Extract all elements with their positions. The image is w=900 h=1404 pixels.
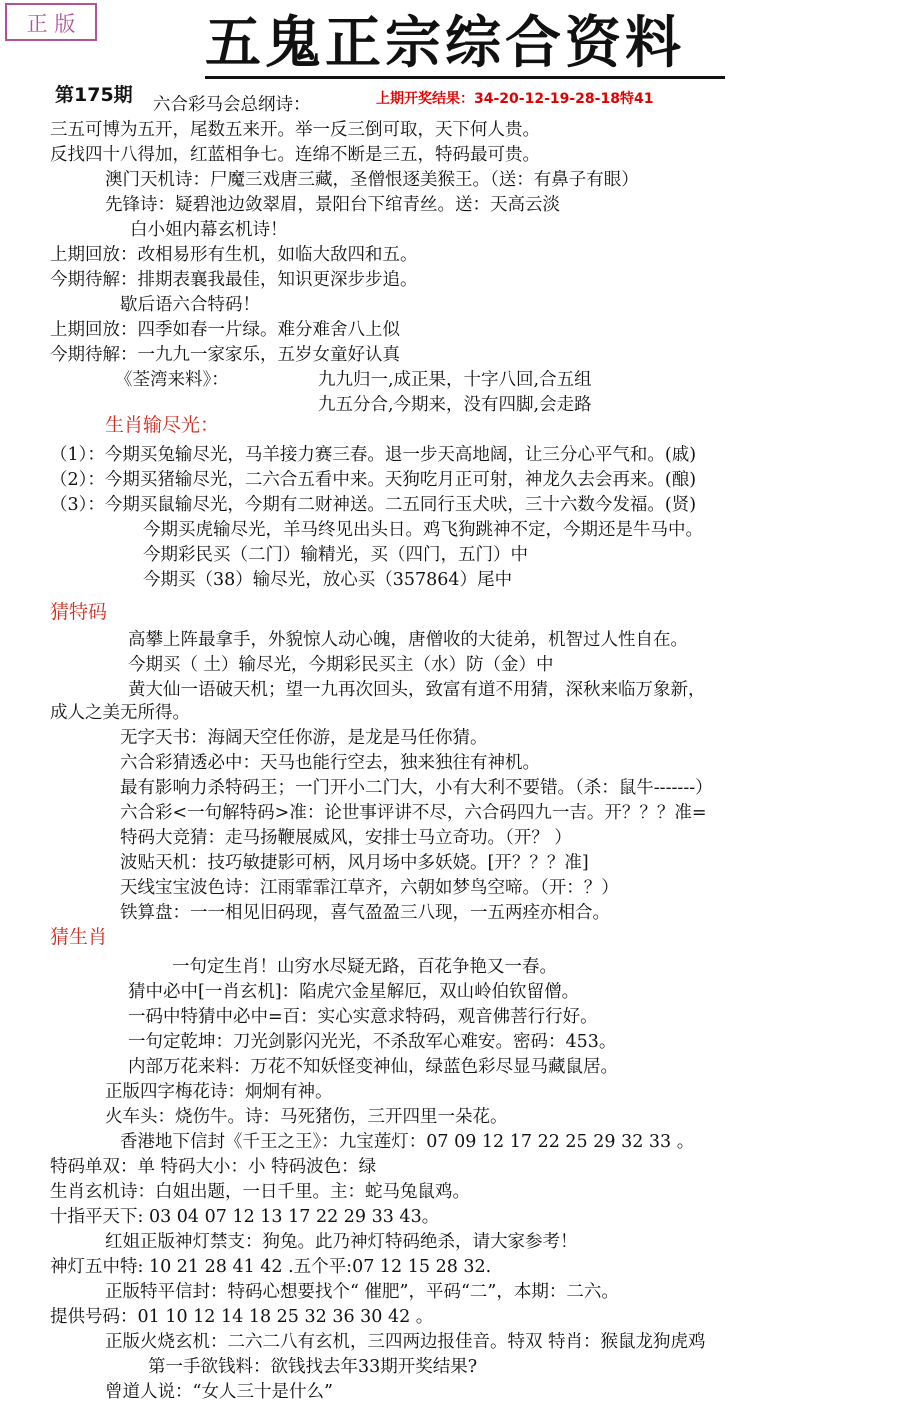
page-title: 五鬼正宗综合资料 [205, 10, 685, 76]
text-line: 六合彩猜透必中：天马也能行空去，独来独往有神机。 [120, 753, 540, 773]
text-line: 正版四字梅花诗：炯炯有神。 [105, 1082, 333, 1102]
text-line: 六合彩马会总纲诗： [153, 95, 311, 115]
text-line: 《荃湾来料》： [115, 370, 229, 390]
text-line: 无字天书：海阔天空任你游，是龙是马任你猜。 [120, 728, 488, 748]
genuine-badge: 正 版 [5, 3, 97, 41]
text-line: 香港地下信封《千王之王》：九宝莲灯：07 09 12 17 22 25 29 32 33 。 [120, 1132, 695, 1152]
text-line: 九五分合,今期来，没有四脚,会走路 [318, 395, 592, 415]
text-line: （3）：今期买鼠输尽光，今期有二财神送。二五同行玉犬吠，三十六数今发福。(贤) [50, 495, 697, 515]
text-line: 上期回放：改相易形有生机，如临大敌四和五。 [50, 245, 418, 265]
text-line: 高攀上阵最拿手，外貌惊人动心魄，唐僧收的大徒弟，机智过人性自在。 [128, 630, 688, 650]
text-line: 今期买虎输尽光，羊马终见出头日。鸡飞狗跳神不定，今期还是牛马中。 [143, 520, 703, 540]
text-line: 上期回放：四季如春一片绿。难分难舍八上似 [50, 320, 400, 340]
text-line: 神灯五中特: 10 21 28 41 42 .五个平:07 12 15 28 32. [50, 1257, 492, 1277]
text-line: 特码单双：单 特码大小：小 特码波色：绿 [50, 1157, 377, 1177]
text-line: 生肖玄机诗：白姐出题，一日千里。主：蛇马兔鼠鸡。 [50, 1182, 470, 1202]
text-line: 九九归一,成正果，十字八回,合五组 [318, 370, 592, 390]
text-line: 今期待解：排期表襄我最佳，知识更深步步追。 [50, 270, 418, 290]
text-line: 最有影响力杀特码王；一门开小二门大，小有大利不要错。（杀：鼠牛-------） [120, 778, 713, 798]
text-line: 波贴天机：技巧敏捷影可柄，风月场中多妖娆。[开？？？准] [120, 853, 589, 873]
text-line: 成人之美无所得。 [50, 703, 190, 723]
text-line: 今期彩民买（二门）输精光，买（四门，五门）中 [143, 545, 528, 565]
text-line: 歇后语六合特码！ [120, 295, 260, 315]
section-heading: 生肖输尽光： [105, 414, 220, 436]
text-line: 内部万花来料：万花不知妖怪变神仙，绿蓝色彩尽显马藏鼠居。 [128, 1057, 618, 1077]
text-line: 黄大仙一语破天机；望一九再次回头，致富有道不用猜，深秋来临万象新， [128, 680, 706, 700]
text-line: 第一手欲钱料：欲钱找去年33期开奖结果? [148, 1357, 478, 1377]
text-line: 先锋诗：疑碧池边敛翠眉，景阳台下绾青丝。送：天高云淡 [105, 195, 560, 215]
text-line: 一句定乾坤：刀光剑影闪光光，不杀敌军心难安。密码：453。 [128, 1032, 617, 1052]
text-line: 红姐正版神灯禁支：狗兔。此乃神灯特码绝杀，请大家参考！ [105, 1232, 578, 1252]
text-line: （1）：今期买兔输尽光，马羊接力赛三春。退一步天高地阔，让三分心平气和。(戚) [50, 445, 697, 465]
text-line: 天线宝宝波色诗：江雨霏霏江草齐，六朝如梦鸟空啼。（开：？） [120, 878, 619, 898]
text-line: 今期买（ 土）输尽光，今期彩民买主（水）防（金）中 [128, 655, 554, 675]
section-heading: 猜特码 [50, 601, 108, 623]
title-underline [205, 76, 725, 79]
text-line: 火车头：烧伤牛。诗：马死猪伤，三开四里一朵花。 [105, 1107, 508, 1127]
text-line: 一句定生肖！山穷水尽疑无路，百花争艳又一春。 [172, 957, 557, 977]
text-line: 一码中特猜中必中=百：实心实意求特码，观音佛菩行行好。 [128, 1007, 598, 1027]
last-draw-result: 上期开奖结果：34-20-12-19-28-18特41 [376, 91, 654, 107]
text-line: 曾道人说：“女人三十是什么” [105, 1382, 333, 1402]
text-line: 十指平天下: 03 04 07 12 13 17 22 29 33 43。 [50, 1207, 440, 1227]
section-heading: 猜生肖 [50, 926, 108, 948]
text-line: 正版特平信封：特码心想要找个“ 催肥”，平码“二”，本期：二六。 [105, 1282, 619, 1302]
text-line: 三五可博为五开，尾数五来开。举一反三倒可取，天下何人贵。 [50, 120, 540, 140]
issue-number: 第175期 [55, 84, 133, 106]
text-line: 铁算盘：一一相见旧码现，喜气盈盈三八现，一五两痊亦相合。 [120, 903, 610, 923]
text-line: 白小姐内幕玄机诗！ [130, 220, 288, 240]
text-line: 今期待解：一九九一家家乐，五岁女童好认真 [50, 345, 400, 365]
text-line: 特码大竞猜：走马扬鞭展威风，安排士马立奇功。（开？ ） [120, 828, 572, 848]
text-line: 反找四十八得加，红蓝相争七。连绵不断是三五，特码最可贵。 [50, 145, 540, 165]
text-line: 六合彩<一句解特码>准：论世事评讲不尽，六合码四九一吉。开？？？准= [120, 803, 707, 823]
text-line: 正版火烧玄机：二六二八有玄机，三四两边报佳音。特双 特肖：猴鼠龙狗虎鸡 [105, 1332, 706, 1352]
text-line: 猜中必中[一肖玄机]：陷虎穴金星解厄，双山岭伯钦留僧。 [128, 982, 580, 1002]
text-line: 提供号码：01 10 12 14 18 25 32 36 30 42 。 [50, 1307, 434, 1327]
text-line: 澳门天机诗：尸魔三戏唐三藏，圣僧恨逐美猴王。（送：有鼻子有眼） [105, 170, 639, 190]
text-line: 今期买（38）输尽光，放心买（357864）尾中 [143, 570, 513, 590]
text-line: （2）：今期买猪输尽光，二六合五看中来。天狗吃月正可射，神龙久去会再来。(酿) [50, 470, 697, 490]
